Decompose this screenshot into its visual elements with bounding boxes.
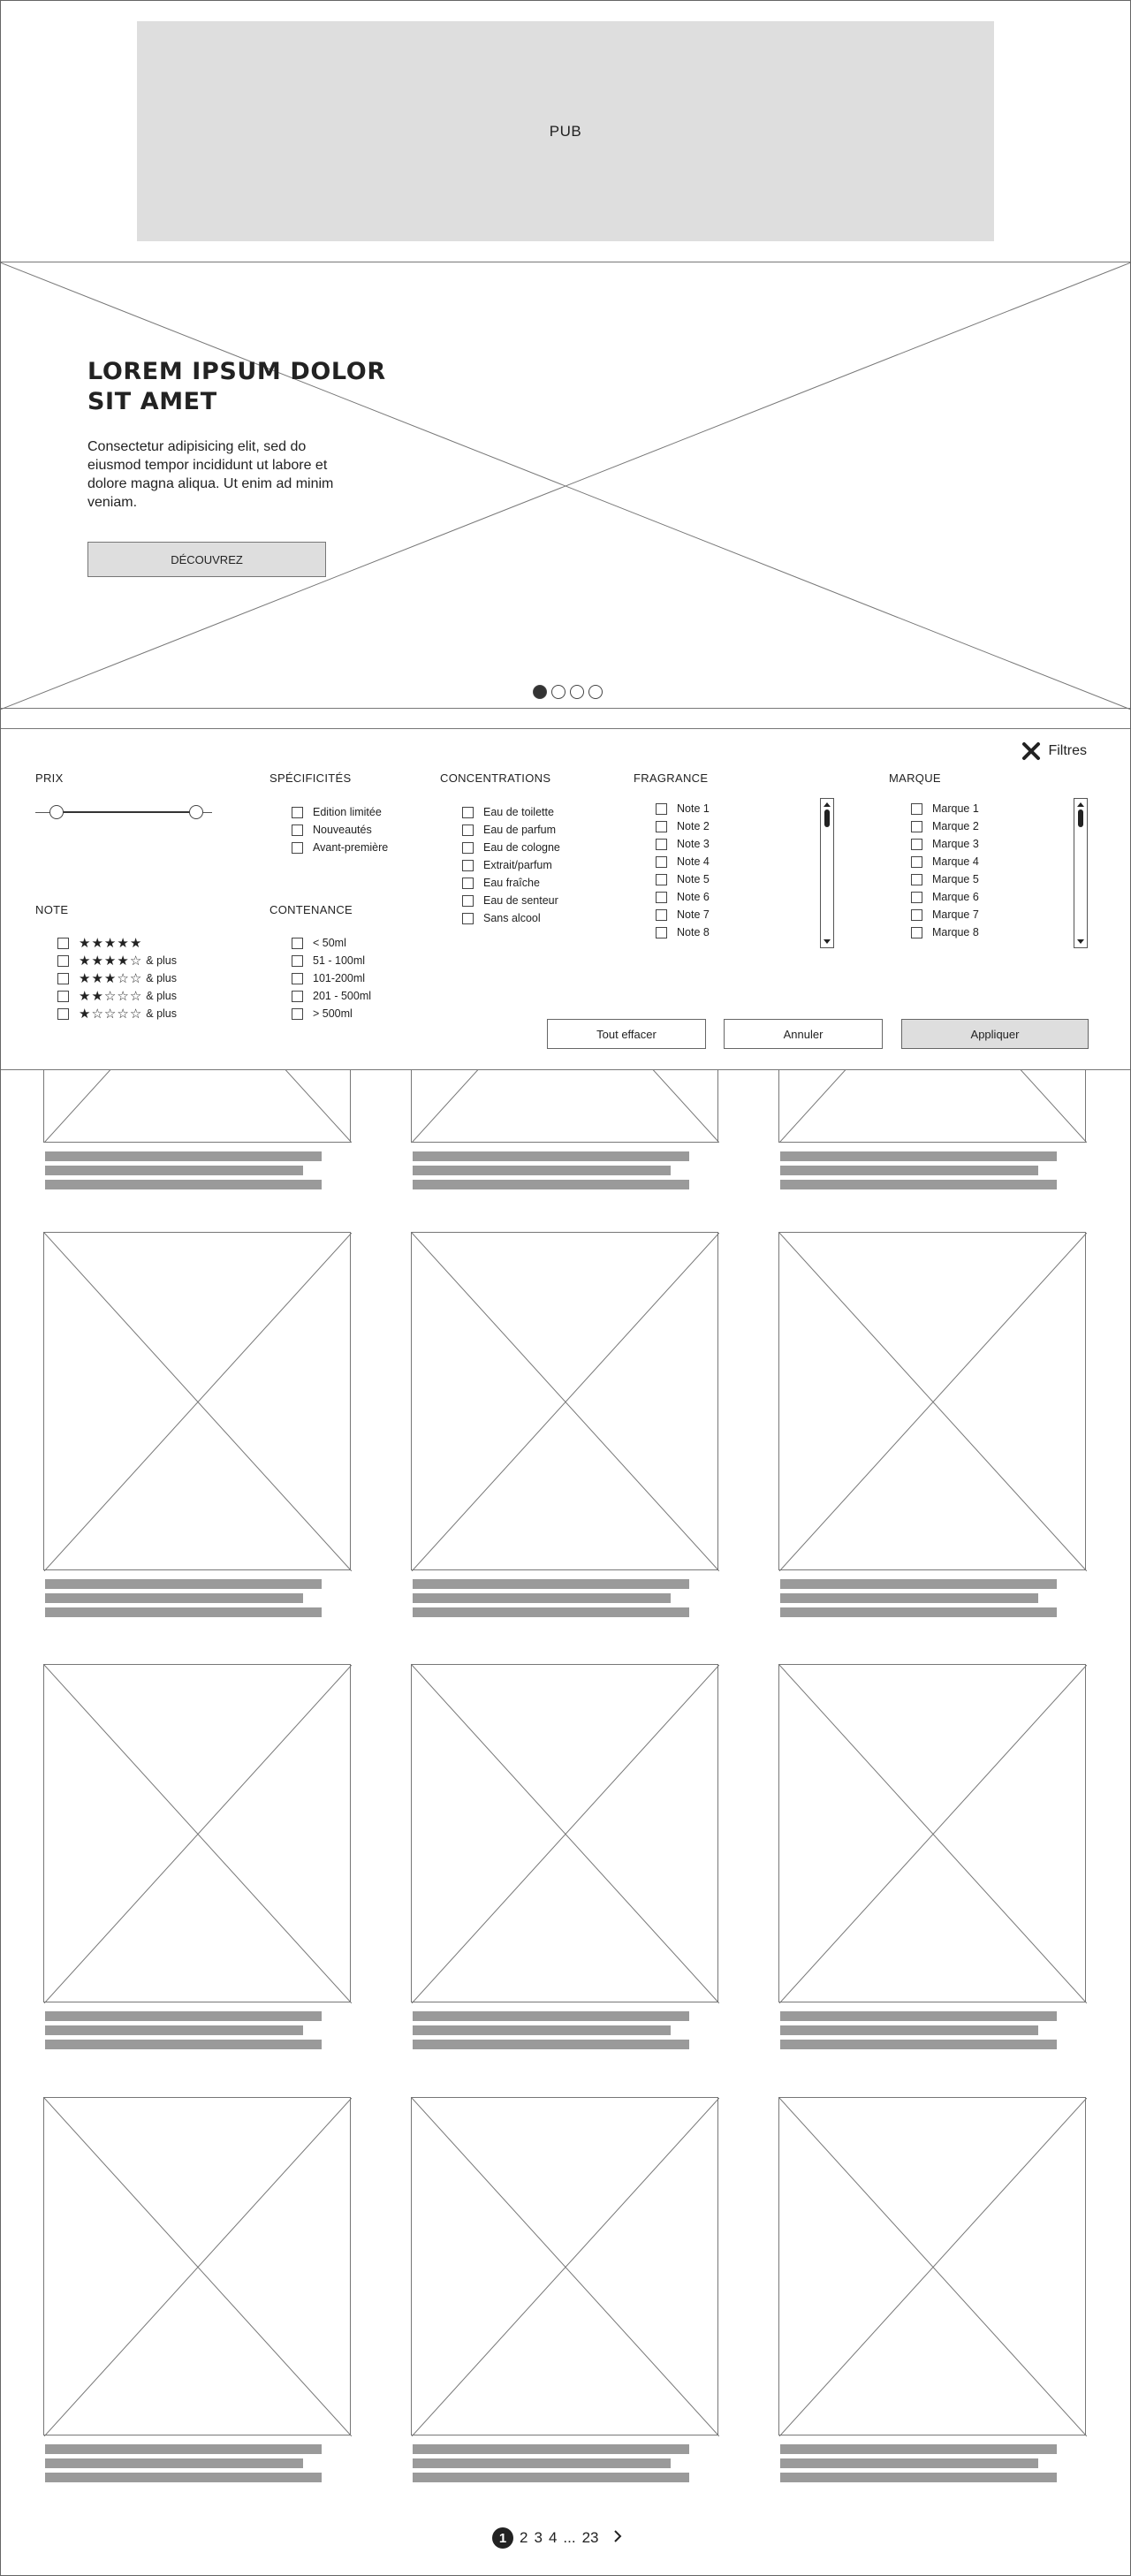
- checkbox[interactable]: [656, 821, 667, 832]
- checkbox[interactable]: [57, 955, 69, 967]
- clear-filters-button[interactable]: Tout effacer: [547, 1019, 706, 1049]
- product-text-placeholder: [45, 2473, 322, 2482]
- star-filled-icon: ★: [103, 969, 117, 986]
- rating-option[interactable]: ★ ★ ☆ ☆ ☆ & plus: [57, 987, 177, 1005]
- checkbox[interactable]: [911, 909, 922, 921]
- checkbox[interactable]: [911, 821, 922, 832]
- star-empty-icon: ☆: [129, 1005, 142, 1022]
- product-title-placeholder: [413, 1151, 689, 1161]
- product-grid: [0, 1070, 1131, 2519]
- product-text-placeholder: [413, 2040, 689, 2049]
- star-empty-icon: ☆: [129, 987, 142, 1004]
- star-filled-icon: ★: [117, 934, 129, 951]
- star-filled-icon: ★: [91, 934, 103, 951]
- concentration-option[interactable]: Eau fraîche: [462, 874, 560, 892]
- fragrance-option[interactable]: Note 4: [656, 853, 710, 870]
- contenance-option[interactable]: 101-200ml: [292, 969, 371, 987]
- star-empty-icon: ☆: [91, 1005, 103, 1022]
- filters-close-button[interactable]: [1021, 741, 1087, 761]
- product-text-placeholder: [45, 1593, 303, 1603]
- product-title-placeholder: [45, 2444, 322, 2454]
- product-text-placeholder: [45, 1180, 322, 1189]
- cancel-button[interactable]: Annuler: [724, 1019, 883, 1049]
- price-range-track: [57, 811, 196, 813]
- concentration-option[interactable]: Eau de toilette: [462, 803, 560, 821]
- image-placeholder-icon: [44, 2098, 352, 2436]
- checkbox[interactable]: [911, 892, 922, 903]
- ad-banner[interactable]: [137, 21, 994, 241]
- rating-stars: [79, 1007, 141, 1021]
- marque-option[interactable]: Marque 3: [911, 835, 979, 853]
- product-image-placeholder[interactable]: [778, 2097, 1086, 2435]
- product-title-placeholder: [45, 2011, 322, 2021]
- filter-prix-label: PRIX: [35, 771, 64, 785]
- rating-stars: [79, 954, 141, 968]
- checkbox[interactable]: [292, 973, 303, 984]
- fragrance-list: [656, 800, 710, 941]
- product-text-placeholder: [780, 1607, 1057, 1617]
- image-placeholder-icon: [412, 1070, 719, 1143]
- checkbox[interactable]: [292, 938, 303, 949]
- checkbox[interactable]: [656, 839, 667, 850]
- marque-option[interactable]: Marque 2: [911, 817, 979, 835]
- product-image-placeholder[interactable]: [43, 1232, 351, 1570]
- product-image-placeholder[interactable]: [411, 1232, 718, 1570]
- marque-option[interactable]: Marque 6: [911, 888, 979, 906]
- concentration-option[interactable]: Eau de parfum: [462, 821, 560, 839]
- hero-text: Consectetur adipisicing elit, sed do eiusmod tempor incididunt ut labore et dolore magna aliqua. Ut enim ad minim veniam.: [87, 439, 334, 510]
- fragrance-option[interactable]: Note 5: [656, 870, 710, 888]
- product-image-placeholder[interactable]: [411, 2097, 718, 2435]
- star-filled-icon: ★: [79, 1005, 91, 1022]
- scroll-handle[interactable]: [824, 809, 830, 827]
- image-placeholder-icon: [779, 1070, 1087, 1143]
- star-empty-icon: ☆: [103, 987, 117, 1004]
- star-filled-icon: ★: [91, 987, 103, 1004]
- checkbox[interactable]: [57, 1008, 69, 1020]
- product-text-placeholder: [413, 1180, 689, 1189]
- rating-option[interactable]: ★ ★ ★ ★ ☆ & plus: [57, 952, 177, 969]
- checkbox[interactable]: [911, 856, 922, 868]
- checkbox[interactable]: [911, 874, 922, 885]
- checkbox[interactable]: [462, 878, 474, 889]
- star-empty-icon: ☆: [117, 987, 129, 1004]
- product-title-placeholder: [413, 2011, 689, 2021]
- filters-panel: [0, 728, 1131, 1070]
- hero-title: LOREM IPSUM DOLOR SIT AMET: [87, 358, 386, 415]
- product-text-placeholder: [780, 2458, 1038, 2468]
- scroll-down-arrow-icon[interactable]: [824, 939, 831, 944]
- filter-specificites-label: SPÉCIFICITÉS: [269, 771, 352, 785]
- checkbox[interactable]: [57, 938, 69, 949]
- marque-option[interactable]: Marque 7: [911, 906, 979, 923]
- checkbox[interactable]: [656, 856, 667, 868]
- product-title-placeholder: [413, 1579, 689, 1589]
- fragrance-option[interactable]: Note 7: [656, 906, 710, 923]
- product-image-placeholder[interactable]: [778, 1232, 1086, 1570]
- fragrance-option[interactable]: Note 3: [656, 835, 710, 853]
- contenance-option[interactable]: 51 - 100ml: [292, 952, 371, 969]
- marque-option[interactable]: Marque 1: [911, 800, 979, 817]
- contenance-option[interactable]: < 50ml: [292, 934, 371, 952]
- marque-option[interactable]: Marque 8: [911, 923, 979, 941]
- fragrance-option[interactable]: Note 8: [656, 923, 710, 941]
- product-title-placeholder: [413, 2444, 689, 2454]
- hero-carousel[interactable]: [0, 262, 1131, 709]
- product-text-placeholder: [413, 2473, 689, 2482]
- product-title-placeholder: [45, 1151, 322, 1161]
- filters-close-label: Filtres: [1048, 743, 1087, 758]
- product-image-placeholder[interactable]: [778, 1664, 1086, 2002]
- ad-label: PUB: [549, 122, 582, 140]
- chevron-right-icon: [612, 2530, 623, 2542]
- pagination: [492, 2527, 623, 2549]
- marque-option[interactable]: Marque 4: [911, 853, 979, 870]
- fragrance-option[interactable]: Note 1: [656, 800, 710, 817]
- image-placeholder-icon: [412, 1233, 719, 1571]
- discover-button[interactable]: DÉCOUVREZ: [87, 542, 326, 577]
- product-image-placeholder[interactable]: [411, 1070, 718, 1143]
- concentration-option[interactable]: Eau de senteur: [462, 892, 560, 909]
- page-ellipsis: ...: [563, 2529, 576, 2546]
- checkbox[interactable]: [292, 991, 303, 1002]
- marque-list: [911, 800, 979, 941]
- contenance-option[interactable]: 201 - 500ml: [292, 987, 371, 1005]
- fragrance-option[interactable]: Note 6: [656, 888, 710, 906]
- rating-option[interactable]: [57, 934, 177, 952]
- filter-note-label: NOTE: [35, 903, 69, 916]
- marque-option[interactable]: Marque 5: [911, 870, 979, 888]
- star-filled-icon: ★: [79, 969, 91, 986]
- scroll-up-arrow-icon[interactable]: [1077, 802, 1084, 807]
- product-title-placeholder: [780, 2444, 1057, 2454]
- product-text-placeholder: [780, 1593, 1038, 1603]
- filter-concentrations-label: CONCENTRATIONS: [440, 771, 551, 785]
- image-placeholder-icon: [44, 1070, 352, 1143]
- checkbox[interactable]: [462, 860, 474, 871]
- rating-option[interactable]: ★ ★ ★ ☆ ☆ & plus: [57, 969, 177, 987]
- star-empty-icon: ☆: [129, 969, 142, 986]
- specificite-option[interactable]: Nouveautés: [292, 821, 388, 839]
- checkbox[interactable]: [656, 909, 667, 921]
- concentration-option[interactable]: Eau de cologne: [462, 839, 560, 856]
- product-text-placeholder: [780, 1166, 1038, 1175]
- scroll-handle[interactable]: [1078, 809, 1083, 827]
- rating-option[interactable]: ★ ☆ ☆ ☆ ☆ & plus: [57, 1005, 177, 1022]
- checkbox[interactable]: [656, 874, 667, 885]
- image-placeholder-icon: [412, 1665, 719, 2003]
- checkbox[interactable]: [57, 991, 69, 1002]
- specificite-option[interactable]: Avant-première: [292, 839, 388, 856]
- page-current[interactable]: 1: [492, 2527, 513, 2549]
- product-title-placeholder: [780, 1579, 1057, 1589]
- product-text-placeholder: [413, 2458, 671, 2468]
- specificite-option[interactable]: Edition limitée: [292, 803, 388, 821]
- fragrance-option[interactable]: Note 2: [656, 817, 710, 835]
- close-x-icon: [1021, 741, 1041, 761]
- filter-contenance-label: CONTENANCE: [269, 903, 353, 916]
- fragrance-scrollbar[interactable]: [820, 798, 834, 948]
- checkbox[interactable]: [292, 842, 303, 854]
- scroll-up-arrow-icon[interactable]: [824, 802, 831, 807]
- checkbox[interactable]: [462, 842, 474, 854]
- concentrations-list: [462, 803, 560, 927]
- checkbox[interactable]: [656, 892, 667, 903]
- page-link[interactable]: 3: [534, 2529, 543, 2546]
- product-image-placeholder[interactable]: [43, 1070, 351, 1143]
- specificites-list: [292, 803, 388, 856]
- product-text-placeholder: [780, 2040, 1057, 2049]
- note-list: [57, 934, 177, 1022]
- checkbox[interactable]: [656, 803, 667, 815]
- star-empty-icon: ☆: [117, 969, 129, 986]
- filter-marque-label: MARQUE: [889, 771, 941, 785]
- image-placeholder-icon: [44, 1233, 352, 1571]
- image-placeholder-icon: [779, 1665, 1087, 2003]
- star-empty-icon: ☆: [129, 952, 142, 969]
- checkbox[interactable]: [462, 824, 474, 836]
- product-text-placeholder: [45, 2025, 303, 2035]
- carousel-dot-4[interactable]: [588, 685, 603, 699]
- star-empty-icon: ☆: [103, 1005, 117, 1022]
- product-image-placeholder[interactable]: [43, 2097, 351, 2435]
- page-link[interactable]: 4: [548, 2529, 558, 2546]
- image-placeholder-icon: [412, 2098, 719, 2436]
- concentration-option[interactable]: Sans alcool: [462, 909, 560, 927]
- price-max-handle[interactable]: [189, 805, 203, 819]
- star-filled-icon: ★: [91, 952, 103, 969]
- star-filled-icon: ★: [79, 934, 91, 951]
- carousel-dot-2[interactable]: [551, 685, 566, 699]
- star-filled-icon: ★: [103, 934, 117, 951]
- product-image-placeholder[interactable]: [778, 1070, 1086, 1143]
- checkbox[interactable]: [911, 927, 922, 938]
- product-title-placeholder: [45, 1579, 322, 1589]
- star-filled-icon: ★: [91, 969, 103, 986]
- star-filled-icon: ★: [103, 952, 117, 969]
- concentration-option[interactable]: Extrait/parfum: [462, 856, 560, 874]
- checkbox[interactable]: [292, 1008, 303, 1020]
- checkbox[interactable]: [462, 807, 474, 818]
- checkbox[interactable]: [656, 927, 667, 938]
- checkbox[interactable]: [911, 839, 922, 850]
- checkbox[interactable]: [462, 913, 474, 924]
- product-text-placeholder: [413, 1593, 671, 1603]
- product-text-placeholder: [45, 1166, 303, 1175]
- product-text-placeholder: [413, 1607, 689, 1617]
- checkbox[interactable]: [292, 824, 303, 836]
- product-text-placeholder: [413, 2025, 671, 2035]
- scroll-down-arrow-icon[interactable]: [1077, 939, 1084, 944]
- contenance-option[interactable]: > 500ml: [292, 1005, 371, 1022]
- star-empty-icon: ☆: [117, 1005, 129, 1022]
- rating-stars: [79, 934, 142, 951]
- carousel-dot-3[interactable]: [570, 685, 584, 699]
- marque-scrollbar[interactable]: [1074, 798, 1088, 948]
- star-filled-icon: ★: [117, 952, 129, 969]
- contenance-list: [292, 934, 371, 1022]
- product-image-placeholder[interactable]: [411, 1664, 718, 2002]
- page-link[interactable]: 2: [520, 2529, 528, 2546]
- apply-filters-button[interactable]: Appliquer: [901, 1019, 1089, 1049]
- checkbox[interactable]: [57, 973, 69, 984]
- next-page-button[interactable]: [612, 2529, 623, 2547]
- product-text-placeholder: [45, 2040, 322, 2049]
- image-placeholder-icon: [779, 1233, 1087, 1571]
- carousel-dot-1[interactable]: [533, 685, 547, 699]
- star-filled-icon: ★: [79, 952, 91, 969]
- product-image-placeholder[interactable]: [43, 1664, 351, 2002]
- star-filled-icon: ★: [129, 934, 142, 951]
- checkbox[interactable]: [292, 955, 303, 967]
- product-text-placeholder: [780, 2473, 1057, 2482]
- product-title-placeholder: [780, 2011, 1057, 2021]
- price-range-slider[interactable]: [35, 805, 212, 819]
- product-text-placeholder: [413, 1166, 671, 1175]
- product-text-placeholder: [45, 1607, 322, 1617]
- carousel-dots: [533, 685, 603, 699]
- product-text-placeholder: [45, 2458, 303, 2468]
- product-text-placeholder: [780, 2025, 1038, 2035]
- product-text-placeholder: [780, 1180, 1057, 1189]
- page-link-last[interactable]: 23: [581, 2529, 599, 2546]
- checkbox[interactable]: [462, 895, 474, 907]
- filter-fragrance-label: FRAGRANCE: [634, 771, 709, 785]
- checkbox[interactable]: [292, 807, 303, 818]
- price-min-handle[interactable]: [49, 805, 64, 819]
- product-title-placeholder: [780, 1151, 1057, 1161]
- checkbox[interactable]: [911, 803, 922, 815]
- star-filled-icon: ★: [79, 987, 91, 1004]
- image-placeholder-icon: [779, 2098, 1087, 2436]
- image-placeholder-icon: [44, 1665, 352, 2003]
